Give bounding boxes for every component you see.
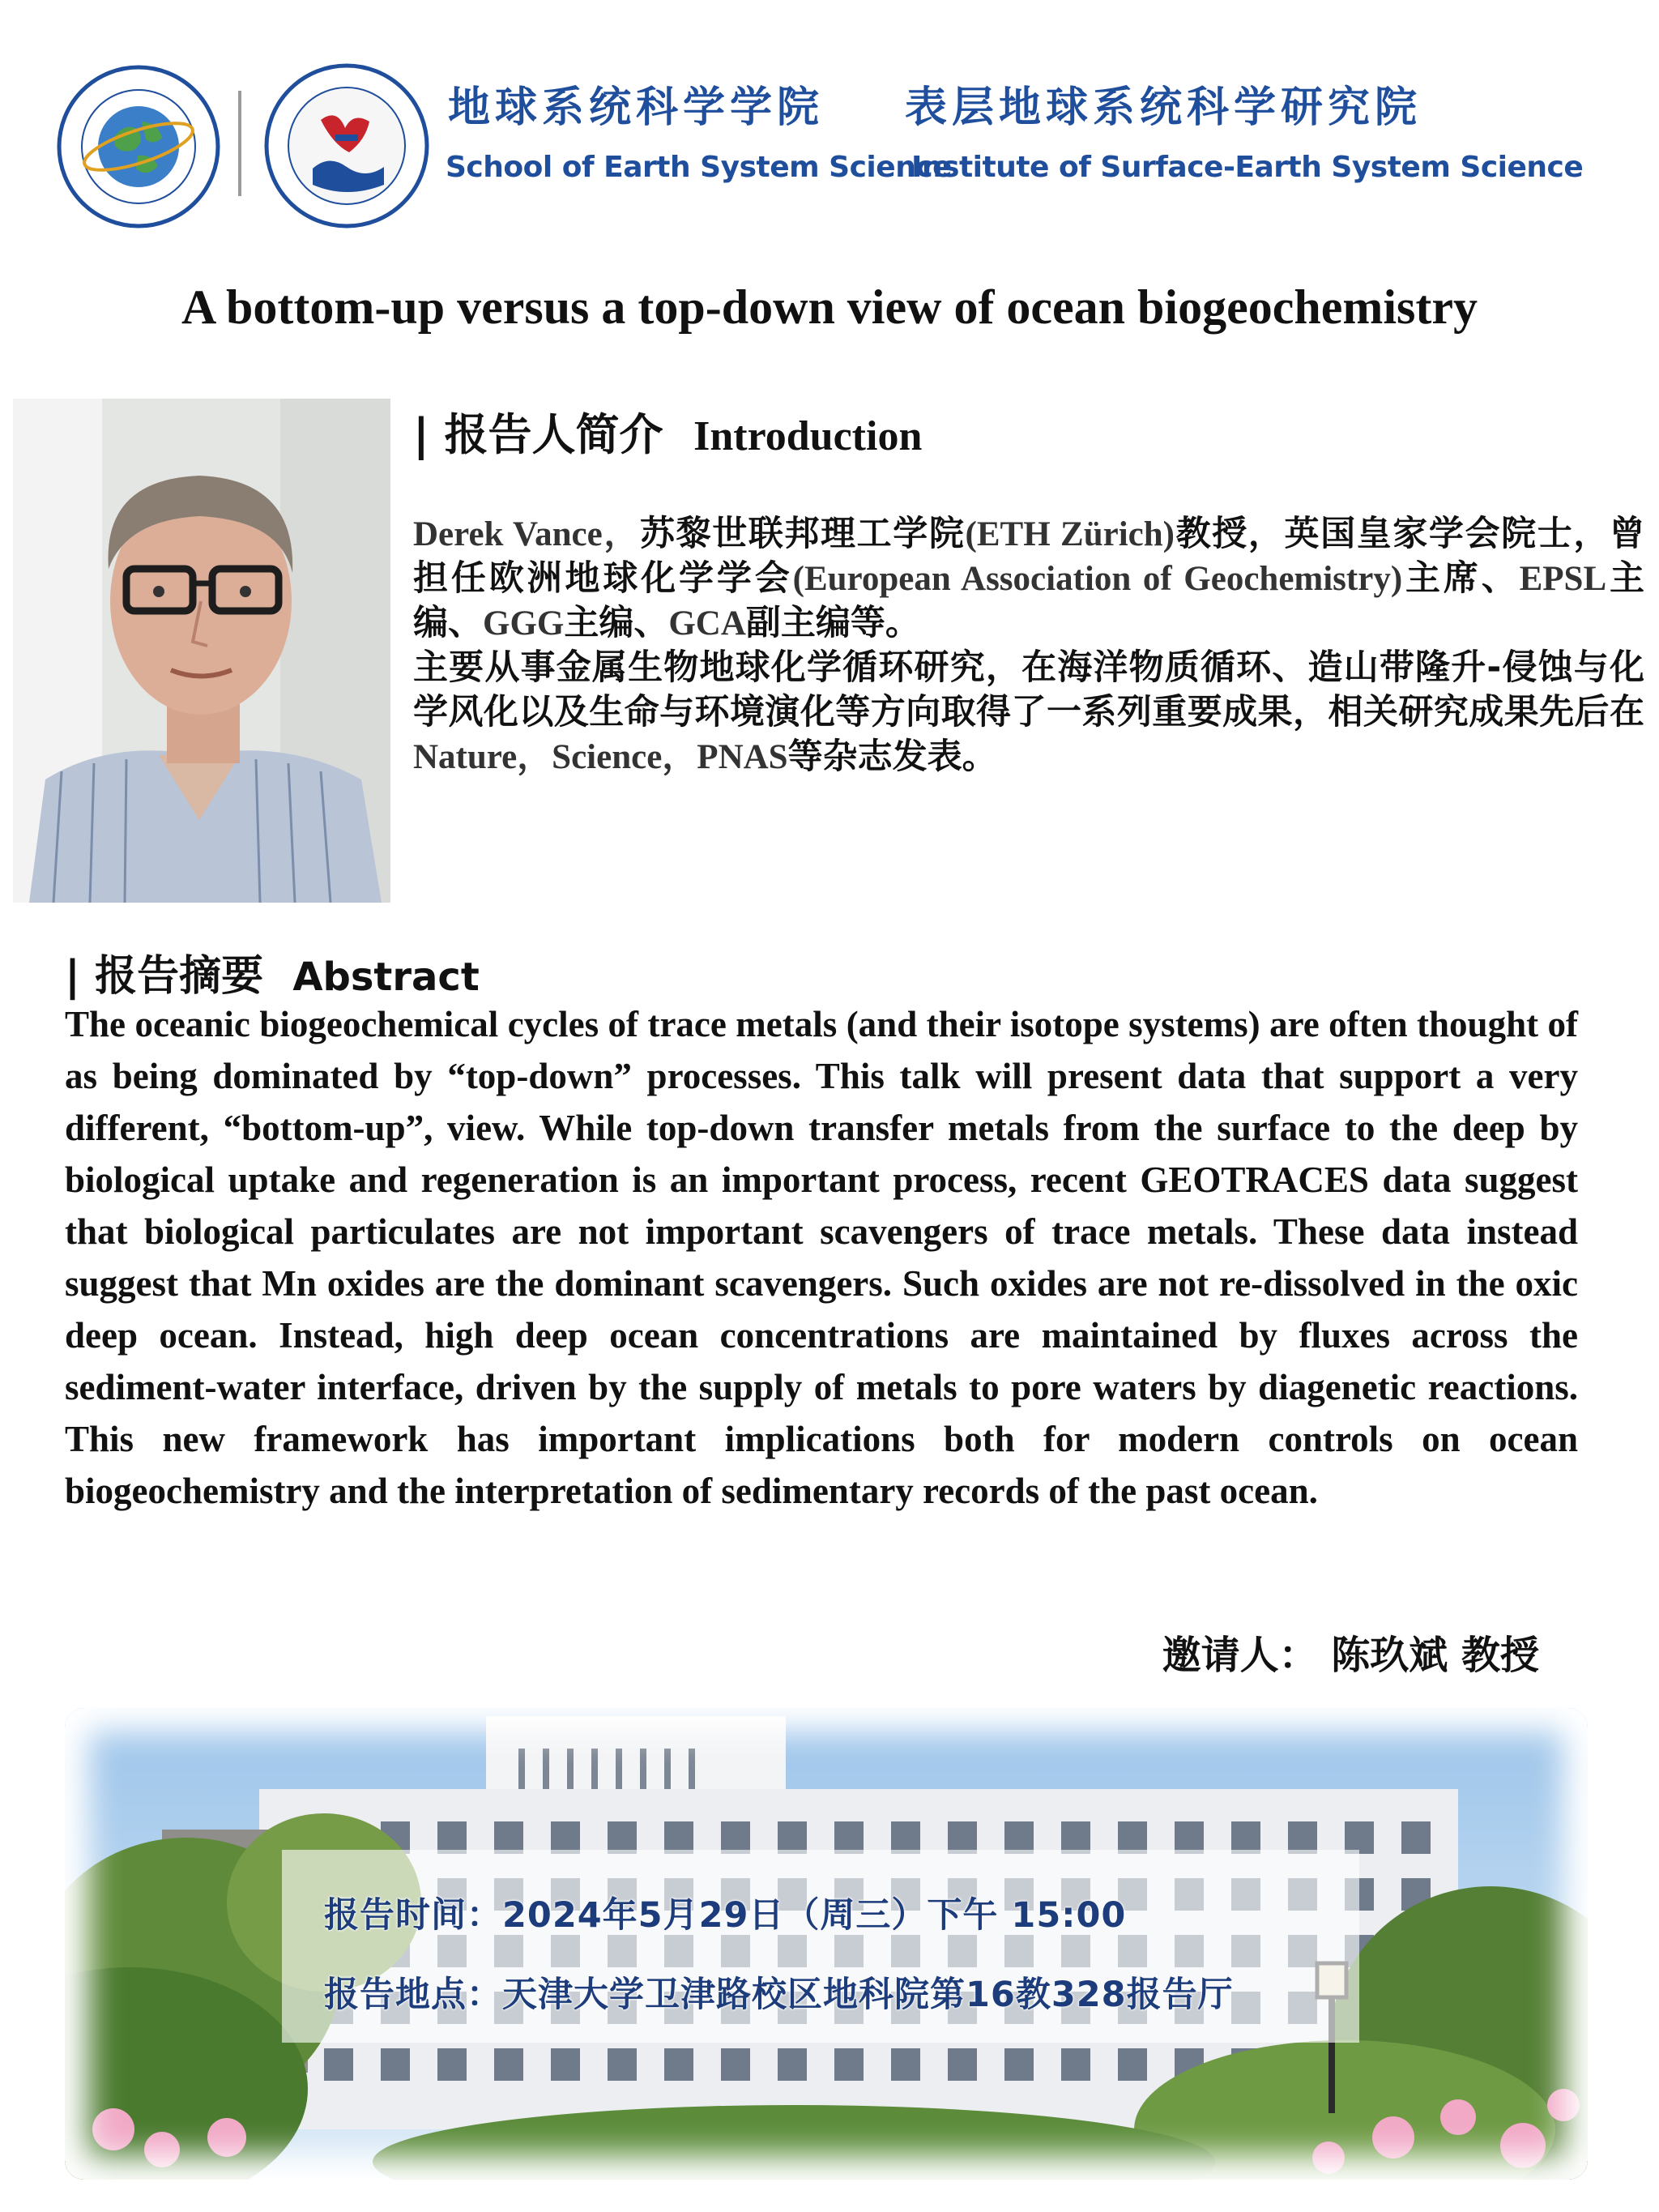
introduction-heading-cn: | 报告人简介 bbox=[413, 409, 663, 460]
bio-paragraph-2 bbox=[413, 646, 1644, 779]
bio-text: 主编、 bbox=[564, 603, 669, 643]
institute-name-cn: 表层地球系统科学研究院 bbox=[905, 83, 1422, 132]
bio-text: 主席、 bbox=[1402, 558, 1520, 599]
inviter: 邀请人： 陈玖斌 教授 bbox=[1162, 1633, 1539, 1678]
bio-text: 主要从事金属生物地球化学循环研究，在海洋物质循环、造山带隆升-侵蚀与化学风化以及生命与环境演化等方向取得了一系列重要成果，相关研究成果先后在 bbox=[413, 647, 1644, 732]
school-logo bbox=[57, 65, 220, 228]
institute-name-en: Institute of Surface-Earth System Science bbox=[911, 151, 1584, 184]
bio-text: 副主编等。 bbox=[745, 603, 920, 643]
bio-text: GGG bbox=[483, 604, 565, 643]
institute-emblem-icon bbox=[264, 63, 429, 228]
event-time: 报告时间：2024年5月29日（周三）下午 15:00 bbox=[324, 1895, 1127, 1936]
speaker-photo bbox=[13, 399, 390, 903]
school-name-cn: 地球系统科学学院 bbox=[448, 83, 825, 132]
talk-title: A bottom-up versus a top-down view of ocean biogeochemistry bbox=[181, 280, 1478, 334]
abstract-heading-cn: | 报告摘要 bbox=[65, 952, 264, 1001]
globe-icon bbox=[57, 65, 220, 228]
bio-text: 主编、 bbox=[413, 558, 1645, 643]
introduction-heading-en: Introduction bbox=[693, 413, 923, 459]
speaker-portrait-icon bbox=[13, 399, 390, 903]
bio-text: GCA bbox=[668, 604, 746, 643]
abstract-text: The oceanic biogeochemical cycles of trace metals (and their isotope systems) are often thought of as being dominated by “top-down” processes. This talk will present data that support a very different, “bottom-up”, view. While top-down transfer metals from the surface to the deep by biological uptake and regeneration is an important process, recent GEOTRACES data suggest that biological particulates are not important scavengers of trace metals. These data instead suggest that Mn oxides are the dominant scavengers. Such oxides are not re-dissolved in the oxic deep ocean. Instead, high deep ocean concentrations are maintained by fluxes across the sediment-water interface, driven by the supply of metals to pore waters by diagenetic reactions. This new framework has important implications both for modern controls on ocean biogeochemistry and the interpretation of sedimentary records of the past ocean. bbox=[65, 1004, 1578, 1511]
bio-text: (European Association of Geochemistry) bbox=[792, 560, 1403, 598]
event-place: 报告地点：天津大学卫津路校区地科院第16教328报告厅 bbox=[324, 1975, 1234, 2015]
school-name-en: School of Earth System Science bbox=[446, 151, 953, 184]
bio-text: 苏黎世联邦理工学院 bbox=[639, 514, 966, 554]
institute-logo bbox=[264, 63, 429, 228]
bio-text: Nature，Science，PNAS bbox=[413, 738, 788, 776]
abstract-heading bbox=[65, 942, 480, 1002]
bio-text: (ETH Zürich) bbox=[965, 515, 1175, 553]
logo-divider bbox=[238, 91, 241, 196]
speaker-bio bbox=[413, 512, 1644, 779]
introduction-heading bbox=[413, 400, 922, 463]
bio-text: 等杂志发表。 bbox=[787, 737, 997, 777]
bio-text: EPSL bbox=[1519, 560, 1607, 598]
bio-paragraph-1 bbox=[413, 512, 1644, 646]
bio-speaker-name: Derek Vance， bbox=[413, 515, 640, 553]
abstract-heading-en: Abstract bbox=[292, 954, 480, 1000]
bio-text: 教授，英国皇家学会院士，曾担任欧洲地球化学学会 bbox=[413, 514, 1645, 599]
